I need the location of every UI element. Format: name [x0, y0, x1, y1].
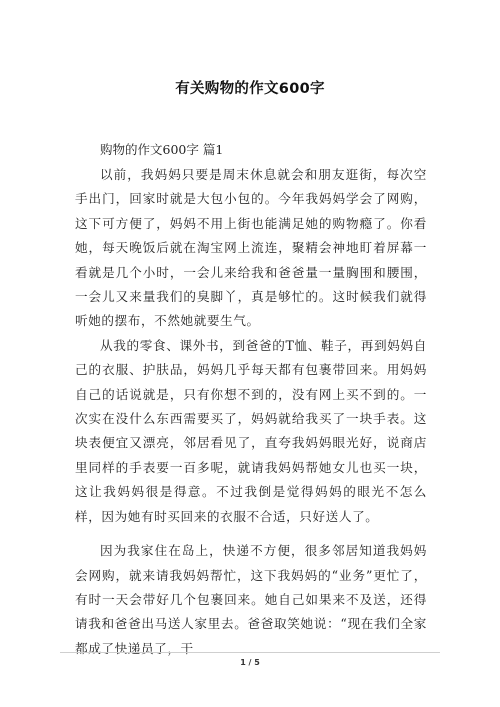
section-heading: 购物的作文600字 篇1: [100, 142, 224, 157]
paragraph-2: 从我的零食、课外书，到爸爸的T恤、鞋子，再到妈妈自己的衣服、护肤品，妈妈几乎每天都有包裹带回来。用妈妈自己的话说就是，只有你想不到的，没有网上买不到的。一次实在没什么东西需要买了，妈妈就给我买了一块手表。这块表便宜又漂亮，邻居看见了，直夸我妈妈眼光好，说商店里同样的手表要一百多呢，就请我妈妈帮她女儿也买一块，这让我妈妈很是得意。不过我倒是觉得妈妈的眼光不怎么样，因为她有时买回来的衣服不合适，只好送人了。: [75, 337, 427, 524]
paragraph-1: 以前，我妈妈只要是周末休息就会和朋友逛街，每次空手出门，回家时就是大包小包的。今年我妈妈学会了网购，这下可方便了，妈妈不用上街也能满足她的购物瘾了。你看她，每天晚饭后就在淘宝网上流连，聚精会神地盯着屏幕一看就是几个小时，一会儿来给我和爸爸量一量胸围和腰围，一会儿又来量我们的臭脚丫，真是够忙的。这时候我们就得听她的摆布，不然她就要生气。: [75, 167, 427, 329]
document-body: [75, 163, 427, 661]
paragraph-3: 因为我家住在岛上，快递不方便，很多邻居知道我妈妈会网购，就来请我妈妈帮忙，这下我妈妈的“业务”更忙了，有时一天会带好几个包裹回来。她自己如果来不及送，还得请我和爸爸出马送人家里去。爸爸取笑她说：“现在我们全家都成了快递员了，干: [75, 543, 427, 656]
page-number: 1 / 5: [240, 658, 260, 667]
document-title: 有关购物的作文600字: [175, 81, 325, 97]
footer-divider: [60, 652, 440, 653]
